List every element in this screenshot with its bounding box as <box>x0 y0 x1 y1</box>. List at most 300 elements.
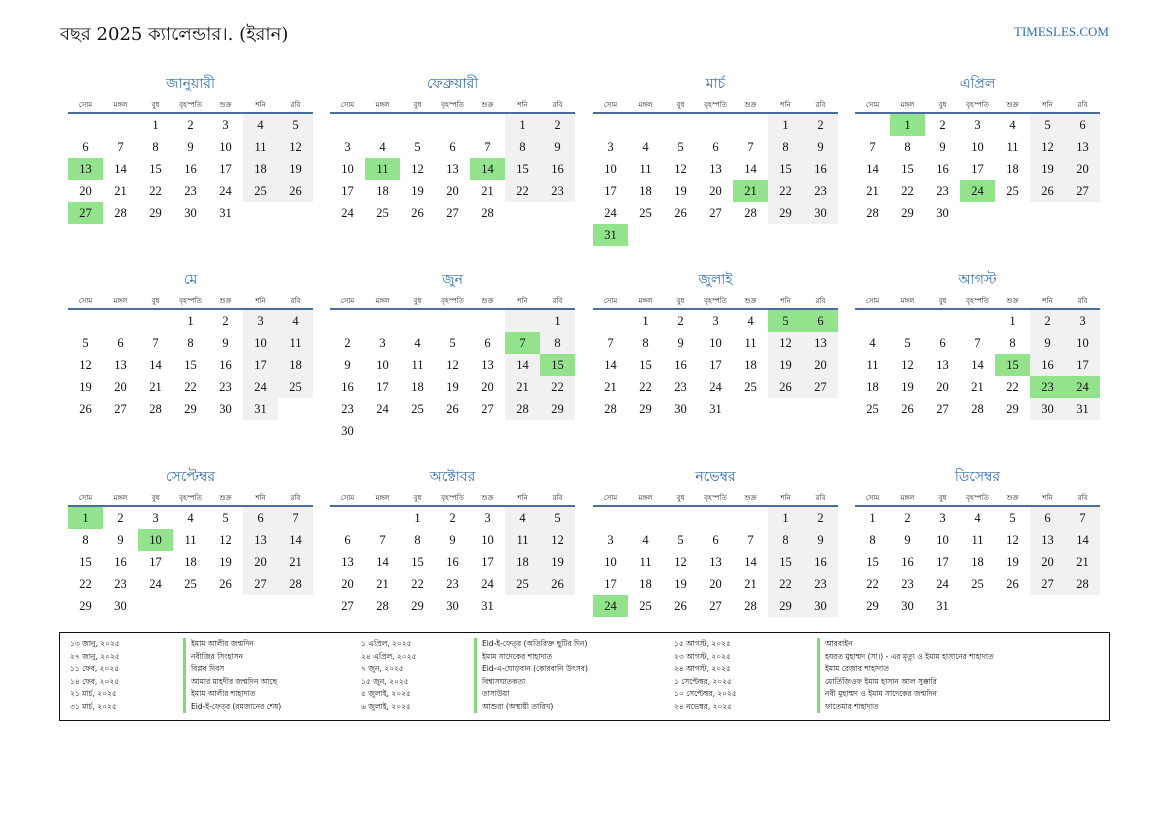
weekday-label: শুক্র <box>1006 297 1019 305</box>
weekday-label: শুক্র <box>1006 494 1019 502</box>
legend-holiday-name: ইমাম রেজার শাহাদাত <box>817 663 1077 676</box>
day-cell: 10 <box>1065 332 1100 354</box>
day-cell: 12 <box>219 533 232 547</box>
day-cell: 11 <box>243 136 278 158</box>
day-cell: 21 <box>744 577 757 591</box>
day-cell: 6 <box>117 336 124 350</box>
empty-day-cell <box>103 310 138 332</box>
day-cell: 16 <box>184 162 197 176</box>
day-cell: 13 <box>803 332 838 354</box>
weekday-label: সোম <box>340 297 355 305</box>
day-cell: 20 <box>481 380 494 394</box>
day-cell: 10 <box>341 162 354 176</box>
day-cell: 2 <box>803 114 838 136</box>
holiday-day-cell: 24 <box>593 595 628 617</box>
weekday-label: রবি <box>1077 494 1088 502</box>
month-name: জানুয়ারী <box>166 76 215 92</box>
weekday-label: সোম <box>865 297 880 305</box>
day-cell: 16 <box>446 555 459 569</box>
holiday-day-cell: 24 <box>960 180 995 202</box>
day-cell: 11 <box>744 336 757 350</box>
weekday-label: শুক্র <box>744 494 757 502</box>
day-cell: 11 <box>505 529 540 551</box>
empty-day-cell <box>330 507 365 529</box>
legend-holiday-name: Eid-ই-ফেত্‌র (রমজানের শেষ) <box>183 701 361 714</box>
legend-holiday-name: ইমাম সাদেকের শাহাদাত <box>474 651 674 664</box>
day-cell: 14 <box>114 162 127 176</box>
day-grid <box>330 114 575 224</box>
legend-names-3 <box>817 638 1077 713</box>
day-cell: 6 <box>1065 114 1100 136</box>
day-cell: 18 <box>505 551 540 573</box>
day-cell: 30 <box>901 599 914 613</box>
day-cell: 19 <box>1030 158 1065 180</box>
day-cell: 6 <box>449 140 456 154</box>
weekday-label: মঙ্গল <box>113 297 128 305</box>
day-grid <box>68 507 313 617</box>
day-cell: 30 <box>446 599 459 613</box>
day-cell: 30 <box>114 599 127 613</box>
legend-date: ১৪ ফেব, ২০২৫ <box>70 676 120 686</box>
day-cell: 3 <box>607 140 614 154</box>
day-cell: 18 <box>411 380 424 394</box>
day-cell: 5 <box>1009 511 1016 525</box>
day-cell: 22 <box>866 577 879 591</box>
day-cell: 26 <box>1006 577 1019 591</box>
day-cell: 10 <box>709 336 722 350</box>
empty-day-cell <box>663 114 698 136</box>
weekday-label: শুক্র <box>481 297 494 305</box>
day-cell: 29 <box>1006 402 1019 416</box>
day-cell: 17 <box>243 354 278 376</box>
weekday-label: রবি <box>290 101 301 109</box>
day-cell: 18 <box>376 184 389 198</box>
empty-day-cell <box>68 310 103 332</box>
day-cell: 20 <box>341 577 354 591</box>
day-cell: 6 <box>82 140 89 154</box>
day-cell: 17 <box>604 184 617 198</box>
weekday-label: রবি <box>552 297 563 305</box>
day-cell: 25 <box>866 402 879 416</box>
day-cell: 31 <box>243 398 278 420</box>
day-cell: 20 <box>709 577 722 591</box>
day-cell: 15 <box>184 358 197 372</box>
day-cell: 24 <box>149 577 162 591</box>
day-cell: 5 <box>904 336 911 350</box>
day-cell: 6 <box>1030 507 1065 529</box>
legend-holiday-name: তাসাউয়া <box>474 688 674 701</box>
day-cell: 1 <box>187 314 194 328</box>
month-calendar <box>330 72 575 224</box>
day-cell: 26 <box>540 573 575 595</box>
day-cell: 9 <box>117 533 124 547</box>
empty-day-cell <box>733 507 768 529</box>
day-cell: 9 <box>803 136 838 158</box>
day-cell: 9 <box>1030 332 1065 354</box>
month-calendar <box>855 72 1100 224</box>
weekday-label: বৃহস্পতি <box>966 297 989 305</box>
day-cell: 11 <box>866 358 879 372</box>
day-cell: 14 <box>149 358 162 372</box>
weekday-header <box>330 489 575 507</box>
day-cell: 29 <box>411 599 424 613</box>
day-cell: 24 <box>709 380 722 394</box>
day-cell: 17 <box>1065 354 1100 376</box>
day-cell: 8 <box>768 136 803 158</box>
legend-date: ২৭ জানু, ২০২৫ <box>70 651 120 661</box>
day-cell: 15 <box>79 555 92 569</box>
holiday-day-cell: 11 <box>365 158 400 180</box>
weekday-label: বৃহস্পতি <box>704 494 727 502</box>
day-cell: 4 <box>243 114 278 136</box>
holiday-day-cell: 15 <box>540 354 575 376</box>
weekday-label: বৃহস্পতি <box>441 101 464 109</box>
day-cell: 7 <box>747 533 754 547</box>
day-cell: 7 <box>152 336 159 350</box>
weekday-label: বুধ <box>151 297 160 305</box>
day-cell: 20 <box>114 380 127 394</box>
day-cell: 25 <box>243 180 278 202</box>
legend-holiday-name: Eid-এ-ঘোড়বান (কোরবানি উৎসব) <box>474 663 674 676</box>
day-cell: 16 <box>540 158 575 180</box>
day-cell: 1 <box>869 511 876 525</box>
weekday-label: রবি <box>290 297 301 305</box>
day-cell: 19 <box>674 184 687 198</box>
day-cell: 27 <box>1030 573 1065 595</box>
day-cell: 16 <box>674 358 687 372</box>
weekday-label: রবি <box>815 101 826 109</box>
day-cell: 28 <box>744 599 757 613</box>
legend-date: ২১ মার্চ, ২০২৫ <box>70 689 117 698</box>
day-cell: 17 <box>376 380 389 394</box>
day-cell: 1 <box>1009 314 1016 328</box>
day-cell: 3 <box>712 314 719 328</box>
weekday-label: শুক্র <box>744 101 757 109</box>
day-cell: 31 <box>481 599 494 613</box>
legend-date: ২৪ আগস্ট, ২০২৫ <box>674 664 731 673</box>
day-cell: 14 <box>604 358 617 372</box>
empty-day-cell <box>628 114 663 136</box>
day-cell: 20 <box>1065 158 1100 180</box>
weekday-label: মঙ্গল <box>375 101 390 109</box>
day-cell: 7 <box>1065 507 1100 529</box>
day-cell: 24 <box>341 206 354 220</box>
day-cell: 12 <box>674 162 687 176</box>
day-cell: 27 <box>709 599 722 613</box>
day-cell: 25 <box>639 599 652 613</box>
day-cell: 17 <box>971 162 984 176</box>
day-cell: 27 <box>114 402 127 416</box>
legend-holiday-name: ইমাম আলীর শাহাদাত <box>183 688 361 701</box>
legend-holiday-name: নবীজির সিংহাসন <box>183 651 361 664</box>
day-cell: 19 <box>219 555 232 569</box>
month-calendar <box>593 72 838 246</box>
day-cell: 5 <box>677 533 684 547</box>
day-cell: 28 <box>744 206 757 220</box>
legend-holiday-name: নবী মুহাম্মদ ও ইমাম সাদেকের জন্মদিন <box>817 688 1077 701</box>
weekday-label: শুক্র <box>744 297 757 305</box>
legend-holiday-name: মোর্তিজিওফ ইমাম হাসান আল সুক্কারি <box>817 676 1077 689</box>
day-cell: 22 <box>768 180 803 202</box>
day-cell: 14 <box>744 162 757 176</box>
day-cell: 21 <box>971 380 984 394</box>
day-cell: 4 <box>379 140 386 154</box>
day-cell: 12 <box>768 332 803 354</box>
day-cell: 29 <box>149 206 162 220</box>
day-cell: 7 <box>484 140 491 154</box>
legend-holiday-name: ইমাম আলীর জন্মদিন <box>183 638 361 651</box>
legend-names-1 <box>183 638 361 713</box>
legend-date: ১৫ আগস্ট, ২০২৫ <box>674 639 731 648</box>
day-cell: 23 <box>184 184 197 198</box>
weekday-label: রবি <box>552 101 563 109</box>
day-cell: 12 <box>79 358 92 372</box>
day-cell: 14 <box>376 555 389 569</box>
day-cell: 6 <box>939 336 946 350</box>
legend-holiday-name: আমার মাহদীর জন্মদিন আছে <box>183 676 361 689</box>
day-cell: 1 <box>768 507 803 529</box>
legend-date: ৫ জুলাই, ২০২৫ <box>361 689 411 698</box>
day-cell: 20 <box>936 380 949 394</box>
legend-holiday-name: বিপ্লব দিবস <box>183 663 361 676</box>
empty-day-cell <box>435 114 470 136</box>
weekday-label: শনি <box>1042 297 1053 305</box>
day-cell: 9 <box>222 336 229 350</box>
day-cell: 22 <box>1006 380 1019 394</box>
empty-day-cell <box>330 114 365 136</box>
empty-day-cell <box>400 114 435 136</box>
empty-day-cell <box>435 310 470 332</box>
weekday-label: মঙ্গল <box>638 297 653 305</box>
weekday-label: বৃহস্পতি <box>179 297 202 305</box>
day-cell: 11 <box>411 358 424 372</box>
weekday-label: শনি <box>780 297 791 305</box>
day-cell: 13 <box>446 162 459 176</box>
weekday-label: শুক্র <box>219 494 232 502</box>
day-cell: 24 <box>481 577 494 591</box>
day-cell: 5 <box>1030 114 1065 136</box>
weekday-label: বৃহস্পতি <box>966 494 989 502</box>
weekday-header <box>330 292 575 310</box>
day-cell: 3 <box>607 533 614 547</box>
day-cell: 23 <box>540 180 575 202</box>
weekday-label: বুধ <box>676 297 685 305</box>
day-cell: 30 <box>803 595 838 617</box>
day-cell: 8 <box>505 136 540 158</box>
weekday-label: মঙ্গল <box>113 494 128 502</box>
day-cell: 27 <box>709 206 722 220</box>
day-cell: 24 <box>376 402 389 416</box>
day-cell: 14 <box>971 358 984 372</box>
day-cell: 17 <box>341 184 354 198</box>
legend-dates-2 <box>361 638 474 713</box>
day-cell: 15 <box>149 162 162 176</box>
day-cell: 25 <box>505 573 540 595</box>
empty-day-cell <box>330 310 365 332</box>
day-cell: 6 <box>712 140 719 154</box>
day-cell: 21 <box>149 380 162 394</box>
weekday-label: শুক্র <box>481 494 494 502</box>
day-cell: 15 <box>866 555 879 569</box>
day-cell: 18 <box>184 555 197 569</box>
day-cell: 12 <box>901 358 914 372</box>
weekday-label: শনি <box>255 101 266 109</box>
day-cell: 4 <box>505 507 540 529</box>
day-cell: 9 <box>677 336 684 350</box>
day-cell: 1 <box>152 118 159 132</box>
day-cell: 27 <box>936 402 949 416</box>
day-cell: 10 <box>376 358 389 372</box>
day-cell: 14 <box>744 555 757 569</box>
weekday-label: বুধ <box>413 101 422 109</box>
empty-day-cell <box>698 114 733 136</box>
empty-day-cell <box>103 114 138 136</box>
day-cell: 9 <box>939 140 946 154</box>
empty-day-cell <box>400 310 435 332</box>
day-cell: 15 <box>901 162 914 176</box>
weekday-label: রবি <box>1077 101 1088 109</box>
day-cell: 7 <box>278 507 313 529</box>
weekday-label: সোম <box>340 101 355 109</box>
day-cell: 23 <box>446 577 459 591</box>
day-cell: 21 <box>604 380 617 394</box>
weekday-label: মঙ্গল <box>900 297 915 305</box>
holiday-day-cell: 15 <box>995 354 1030 376</box>
legend-holiday-name: Eid-ই-ফেত্‌র (অতিরিক্ত ছুটির দিন) <box>474 638 674 651</box>
weekday-label: বুধ <box>938 494 947 502</box>
day-cell: 4 <box>642 140 649 154</box>
weekday-header <box>855 489 1100 507</box>
weekday-label: শুক্র <box>481 101 494 109</box>
weekday-header <box>593 96 838 114</box>
weekday-label: শনি <box>255 297 266 305</box>
day-cell: 8 <box>869 533 876 547</box>
weekday-label: রবি <box>552 494 563 502</box>
day-cell: 28 <box>866 206 879 220</box>
day-cell: 12 <box>446 358 459 372</box>
empty-day-cell <box>470 310 505 332</box>
site-link[interactable]: TIMESLES.COM <box>1014 24 1109 39</box>
day-cell: 4 <box>278 310 313 332</box>
weekday-label: মঙ্গল <box>375 494 390 502</box>
day-cell: 8 <box>642 336 649 350</box>
holiday-legend <box>59 632 1110 721</box>
day-cell: 23 <box>936 184 949 198</box>
day-cell: 15 <box>768 551 803 573</box>
day-cell: 16 <box>219 358 232 372</box>
day-cell: 13 <box>1065 136 1100 158</box>
day-cell: 20 <box>803 354 838 376</box>
day-cell: 22 <box>901 184 914 198</box>
holiday-day-cell: 1 <box>890 114 925 136</box>
empty-day-cell <box>505 310 540 332</box>
day-cell: 23 <box>803 180 838 202</box>
day-cell: 20 <box>446 184 459 198</box>
day-cell: 3 <box>974 118 981 132</box>
day-cell: 27 <box>803 376 838 398</box>
day-cell: 4 <box>187 511 194 525</box>
day-cell: 7 <box>117 140 124 154</box>
weekday-header <box>68 96 313 114</box>
day-cell: 5 <box>222 511 229 525</box>
day-cell: 6 <box>484 336 491 350</box>
day-cell: 26 <box>674 206 687 220</box>
day-cell: 7 <box>869 140 876 154</box>
empty-day-cell <box>925 310 960 332</box>
day-cell: 19 <box>79 380 92 394</box>
day-cell: 22 <box>184 380 197 394</box>
day-cell: 14 <box>1065 529 1100 551</box>
day-cell: 4 <box>414 336 421 350</box>
day-cell: 25 <box>278 376 313 398</box>
day-grid <box>855 507 1100 617</box>
weekday-label: বুধ <box>676 494 685 502</box>
month-calendar <box>68 268 313 420</box>
day-cell: 8 <box>414 533 421 547</box>
weekday-label: সোম <box>603 101 618 109</box>
day-cell: 10 <box>243 332 278 354</box>
day-cell: 26 <box>1030 180 1065 202</box>
month-calendar <box>330 465 575 617</box>
day-cell: 2 <box>939 118 946 132</box>
day-cell: 10 <box>936 533 949 547</box>
legend-date: ১ সেপ্টেম্বর, ২০২৫ <box>674 676 732 686</box>
day-cell: 26 <box>278 180 313 202</box>
day-cell: 19 <box>1006 555 1019 569</box>
day-cell: 21 <box>1065 551 1100 573</box>
empty-day-cell <box>593 507 628 529</box>
weekday-label: সোম <box>78 101 93 109</box>
weekday-label: বুধ <box>413 494 422 502</box>
month-calendar <box>855 465 1100 617</box>
day-cell: 12 <box>278 136 313 158</box>
day-grid <box>593 114 838 246</box>
day-cell: 16 <box>114 555 127 569</box>
legend-date: ৬ জুলাই, ২০২৫ <box>361 701 411 711</box>
day-cell: 28 <box>604 402 617 416</box>
day-grid <box>593 507 838 617</box>
day-cell: 28 <box>114 206 127 220</box>
day-cell: 18 <box>639 577 652 591</box>
day-grid <box>68 310 313 420</box>
day-cell: 21 <box>505 376 540 398</box>
day-cell: 27 <box>446 206 459 220</box>
day-cell: 18 <box>971 555 984 569</box>
weekday-header <box>593 292 838 310</box>
day-cell: 22 <box>540 376 575 398</box>
legend-date: ১৩ জানু, ২০২৫ <box>70 639 120 648</box>
day-cell: 7 <box>607 336 614 350</box>
day-cell: 26 <box>901 402 914 416</box>
day-cell: 12 <box>411 162 424 176</box>
day-cell: 2 <box>117 511 124 525</box>
day-cell: 29 <box>639 402 652 416</box>
weekday-header <box>68 292 313 310</box>
day-cell: 9 <box>904 533 911 547</box>
weekday-label: শনি <box>780 101 791 109</box>
weekday-label: রবি <box>815 297 826 305</box>
holiday-day-cell: 14 <box>470 158 505 180</box>
weekday-label: বুধ <box>151 101 160 109</box>
day-cell: 8 <box>152 140 159 154</box>
day-cell: 2 <box>904 511 911 525</box>
legend-holiday-name: আরবাইন <box>817 638 1077 651</box>
day-cell: 26 <box>674 599 687 613</box>
day-cell: 18 <box>1006 162 1019 176</box>
day-cell: 14 <box>866 162 879 176</box>
weekday-label: বৃহস্পতি <box>441 297 464 305</box>
day-cell: 1 <box>505 114 540 136</box>
